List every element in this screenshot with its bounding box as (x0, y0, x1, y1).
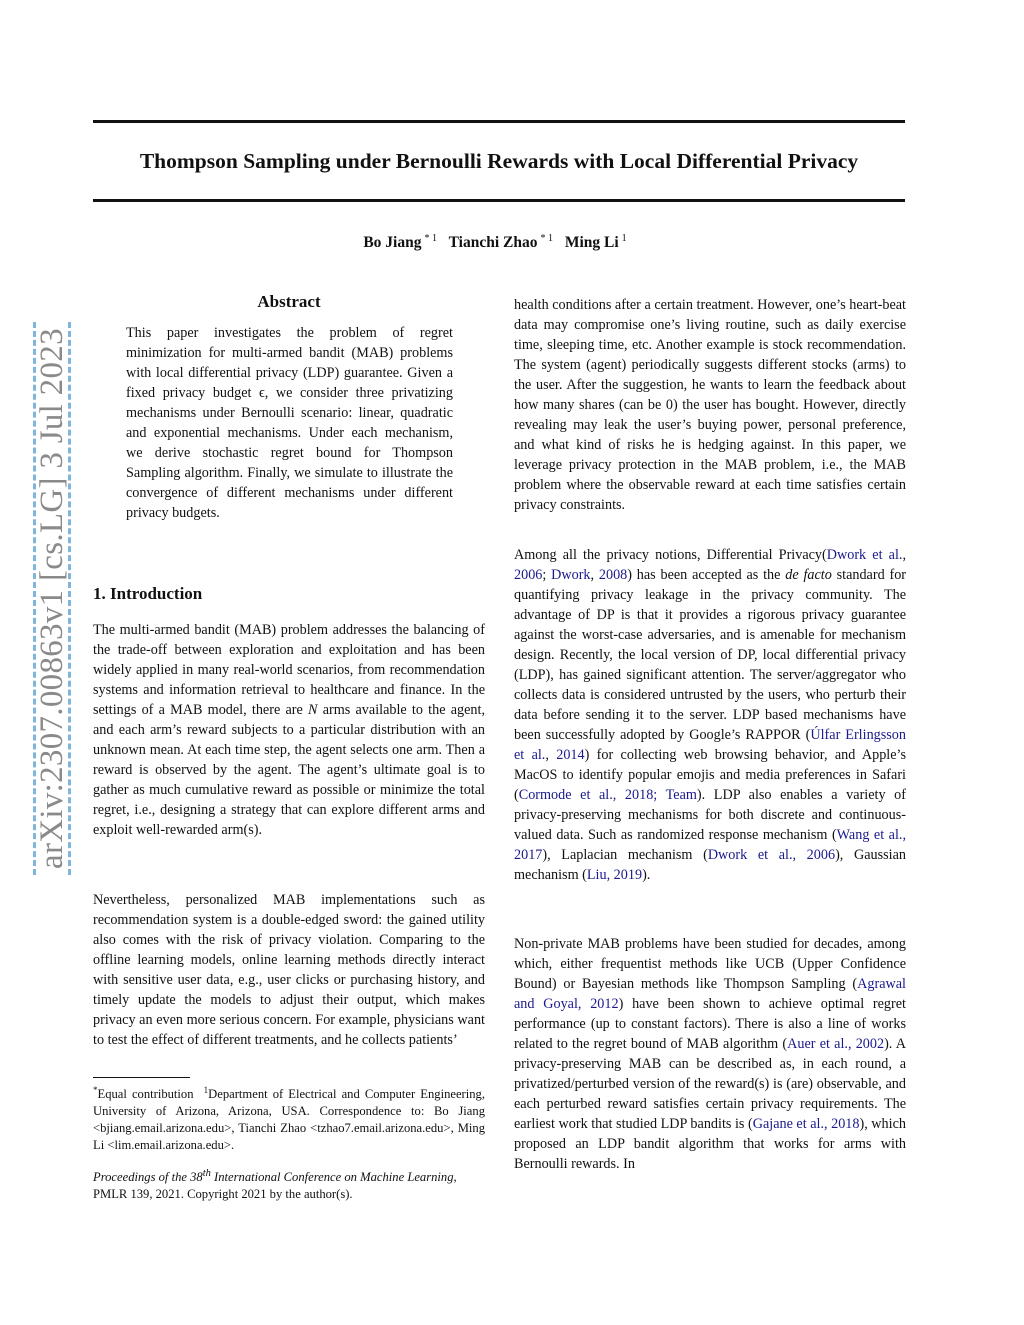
citation-link[interactable]: 2006 (514, 567, 543, 583)
citation-link[interactable]: Dwork et al., 2006 (707, 847, 836, 863)
text-span: ), Laplacian mechanism ( (542, 847, 708, 863)
author-name: Tianchi Zhao (448, 234, 538, 251)
proceedings-venue: International Conference on Machine Learning (210, 1170, 454, 1185)
footnote-mark: * (93, 1085, 98, 1095)
citation-link[interactable]: Cormode et al., 2018; Team (518, 787, 697, 803)
citation-link[interactable]: Úlfar Erlingsson et al. (514, 727, 906, 763)
text-span: The multi-armed bandit (MAB) problem addresses the balancing of the trade-off between exploration and exploitation and has been widely applied in many real-world scenarios, from recommendation systems and information retrieval to healthcare and finance. In the settings of a MAB model, there are (93, 622, 485, 718)
right-paragraph-3 (514, 934, 906, 1174)
author-affiliation-mark: * 1 (540, 232, 553, 244)
footnote-rule (93, 1077, 190, 1078)
abstract-body (126, 323, 453, 523)
citation-link[interactable]: Gajane et al., 2018 (752, 1116, 860, 1132)
author-affiliation-mark: * 1 (424, 232, 437, 244)
author-name: Ming Li (564, 234, 619, 251)
top-rule (93, 120, 905, 123)
citation-link[interactable]: Agrawal and Goyal, 2012 (514, 976, 906, 1012)
section-heading-introduction: 1. Introduction (93, 584, 203, 603)
text-span: Non-private MAB problems have been studied for decades, among which, either frequentist methods like UCB (Upper Confidence Bound) or Bayesian methods like Thompson Sampling ( (514, 936, 906, 992)
text-span: ), which proposed an LDP bandit algorithm that works for arms with Bernoulli rewards. In (514, 1116, 906, 1172)
footnote-equal-contribution: Equal contribution (97, 1087, 194, 1102)
citation-link[interactable]: Wang et al., 2017 (514, 827, 906, 863)
math-variable: N (308, 702, 318, 718)
author-name: Bo Jiang (363, 234, 422, 251)
citation-link[interactable]: 2014 (556, 747, 585, 763)
footnote-affiliation: Department of Electrical and Computer Engineering, University of Arizona, Arizona, USA. Correspondence to: Bo Jiang <bjiang.email.arizona.edu>, Tianchi Zhao <tzhao7.email.arizona.edu>, Ming Li <lim.email.arizona.edu>. (93, 1087, 485, 1153)
paragraph-text: health conditions after a certain treatment. However, one’s heart-beat data may compromise one’s living routine, such as daily exercise time, sleeping time, etc. Another example is stock recommendation. The system (agent) periodically suggests different stocks (arms) to the user. After the suggestion, he wants to learn the feedback about how many shares (can be 0) the user has bought. However, directly revealing may leak the user’s buying power, personal preference, and what kind of risks he is hedging against. In this paper, we leverage privacy protection in the MAB problem, i.e., the MAB problem where the observable reward at each time satisfies certain privacy constraints. (514, 297, 906, 513)
proceedings-text: Proceedings of the (93, 1170, 191, 1185)
text-span: Among all the privacy notions, Differential Privacy( (514, 547, 827, 563)
footnote (93, 1082, 485, 1154)
proceedings-number: 38 (190, 1170, 203, 1185)
text-span: , (590, 567, 599, 583)
text-span: ). LDP also enables a variety of privacy-preserving mechanisms for both discrete and continuous-valued data. Such as randomized response mechanism ( (514, 787, 906, 843)
right-paragraph-2 (514, 545, 906, 885)
citation-link[interactable]: Dwork (551, 567, 591, 583)
abstract-text: This paper investigates the problem of regret minimization for multi-armed bandit (MAB) problems with local differential privacy (LDP) guarantee. Given a fixed privacy budget ϵ, we consider three privatizing mechanisms under Bernoulli scenario: linear, quadratic and exponential mechanisms. Under each mechanism, we derive stochastic regret bound for Thompson Sampling algorithm. Finally, we simulate to illustrate the convergence of different mechanisms under different privacy budgets. (126, 325, 453, 521)
text-span: ) have been shown to achieve optimal regret performance (up to constant factors). There is also a line of works related to the regret bound of MAB algorithm ( (514, 996, 906, 1052)
proceedings-copyright: , PMLR 139, 2021. Copyright 2021 by the author(s). (93, 1170, 457, 1202)
citation-link[interactable]: Dwork et al. (826, 547, 903, 563)
text-span: ). A privacy-preserving MAB can be described as, in each round, a privatized/perturbed version of the reward(s) is (are) observable, and each perturbed reward satisfies certain privacy requirements. The earliest work that studied LDP bandits is ( (514, 1036, 907, 1132)
title-bottom-rule (93, 199, 905, 202)
text-span: , (545, 747, 557, 763)
citation-link[interactable]: Auer et al., 2002 (787, 1036, 885, 1052)
author-list (93, 234, 905, 252)
text-span: , (902, 547, 906, 563)
text-span: standard for quantifying privacy leakage in the privacy community. The advantage of DP is that it provides a rigorous privacy guarantee against the worst-case adversaries, and is amenable for mechanism design. Recently, the local version of DP, local differential privacy (LDP), has gained significant attention. The server/aggregator who collects data is considered untrusted by the users, who perturb their data before sending it to the server. LDP based mechanisms have been successfully adopted by Google’s RAPPOR ( (514, 567, 907, 743)
text-span: ), Gaussian mechanism ( (514, 847, 906, 883)
abstract-heading: Abstract (257, 292, 321, 311)
author-affiliation-mark: 1 (621, 232, 627, 244)
citation-link[interactable]: Liu, 2019 (586, 867, 643, 883)
right-paragraph-1 (514, 295, 906, 515)
paper-title: Thompson Sampling under Bernoulli Rewards with Local Differential Privacy (139, 149, 859, 173)
intro-paragraph-2 (93, 890, 485, 1050)
citation-link[interactable]: 2008 (598, 567, 628, 583)
arxiv-identifier[interactable]: arXiv:2307.00863v1 [cs.LG] 3 Jul 2023 (33, 322, 71, 875)
footnote-mark: 1 (203, 1085, 209, 1095)
text-span: ) has been accepted as the (627, 567, 786, 583)
paragraph-text: Nevertheless, personalized MAB implementations such as recommendation system is a double-edged sword: the gained utility also comes with the risk of privacy violation. Comparing to the offline learning models, online learning methods directly interact with sensitive user data, e.g., user clicks or purchasing history, and timely update the models to adjust their output, which makes privacy an even more serious concern. For example, physicians want to test the effect of different treatments, and he collects patients’ (93, 892, 485, 1048)
text-span: ; (542, 567, 552, 583)
text-span: ). (642, 867, 651, 883)
text-span: ) for collecting web browsing behavior, and Apple’s MacOS to identify popular emojis and media preferences in Safari ( (514, 747, 906, 803)
proceedings-note (93, 1165, 485, 1203)
proceedings-ordinal: th (202, 1168, 211, 1179)
text-span: arms available to the agent, and each arm’s reward subjects to a particular distribution with an unknown mean. At each time step, the agent selects one arm. Then a reward is observed by the agent. The agent’s ultimate goal is to gather as much cumulative reward as possible or minimize the total regret, i.e., designing a strategy that can explore different arms and exploit well-rewarded arm(s). (93, 702, 485, 838)
italic-term: de facto (785, 567, 832, 583)
intro-paragraph-1 (93, 620, 485, 840)
